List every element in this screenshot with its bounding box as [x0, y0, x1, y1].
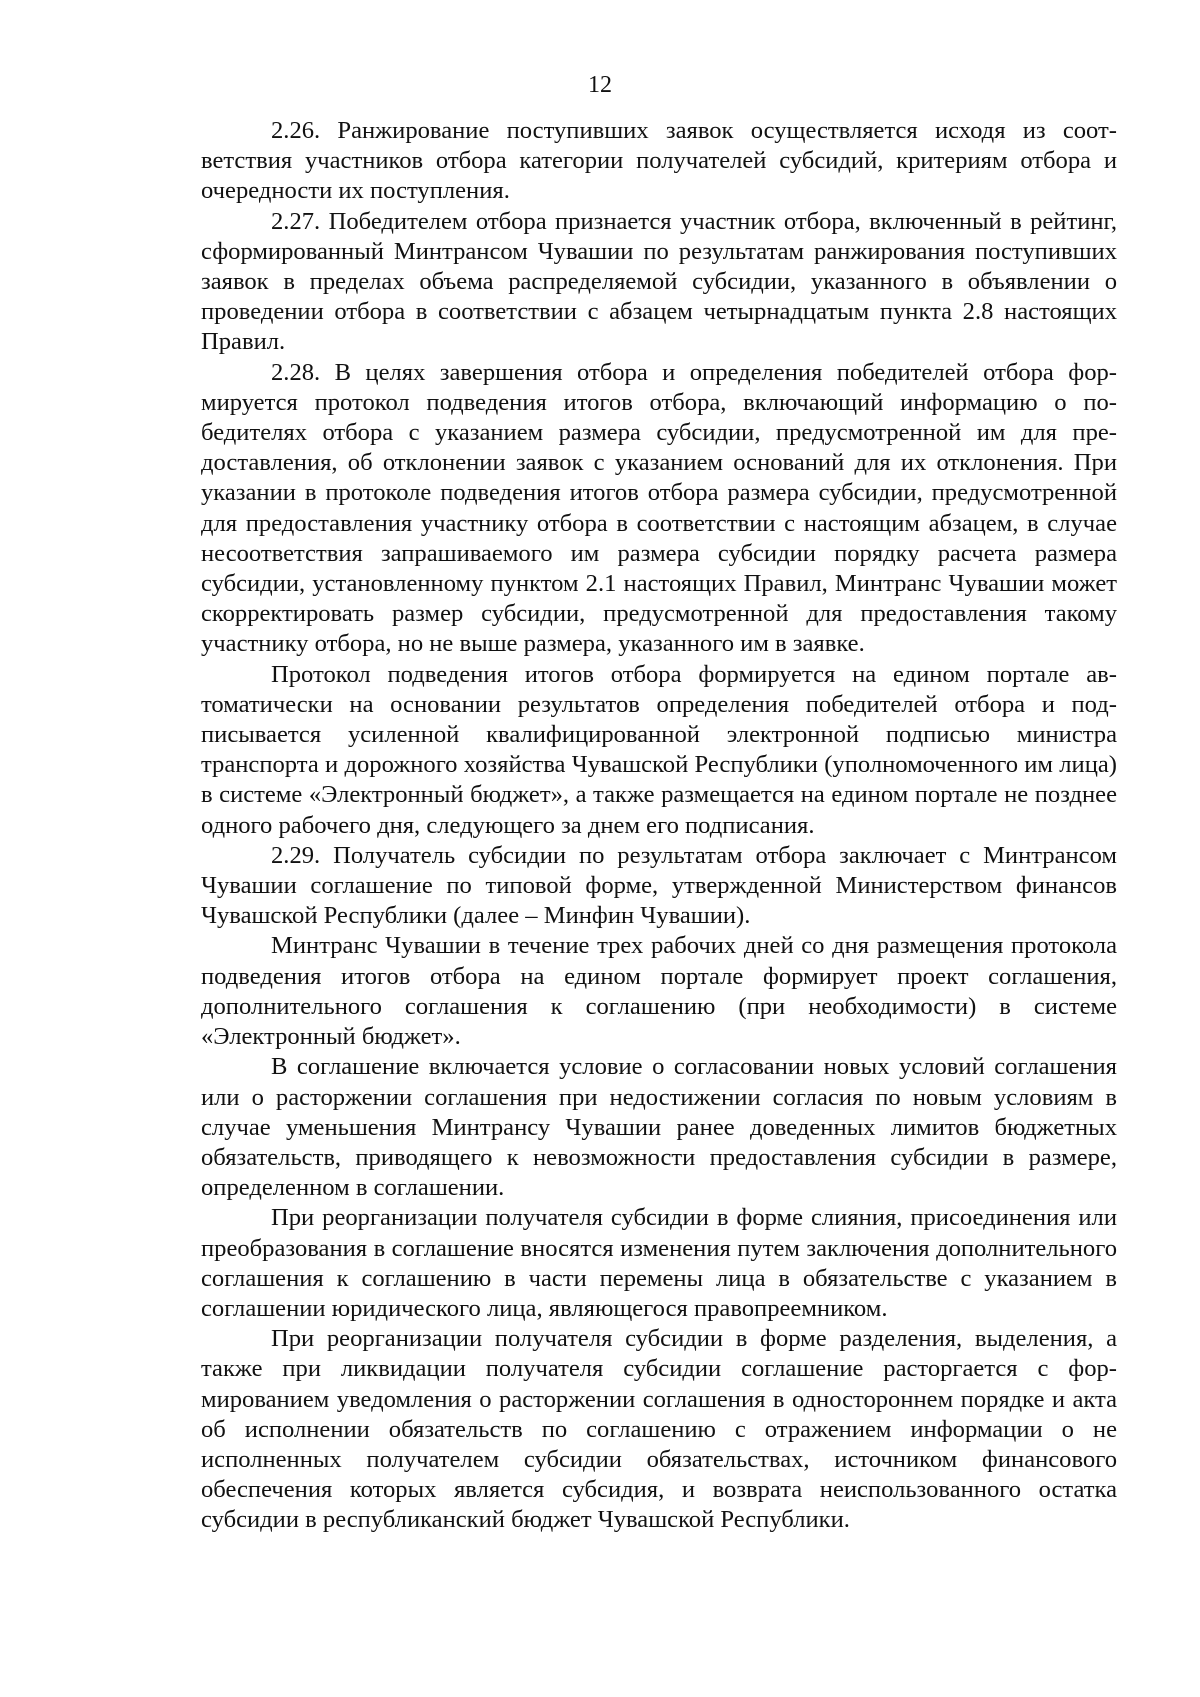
paragraph-agreement-draft: Минтранс Чувашии в течение трех рабочих дней со дня размещения протокола подведения итогов отбора на едином портале формирует проект соглашения, дополнительного соглашения к соглашению (при необходимости) в системе «Электронный бюджет».: [201, 932, 1117, 1051]
paragraph-2-27: 2.27. Победителем отбора признается участник отбора, включенный в рейтинг, сформированный Минтрансом Чувашии по результатам ранжирования поступивших заявок в пределах объема распределяемой субсидии, указанного в объявлении о проведении отбора в соответствии с абзацем четырнадцатым пункта 2.8 настоящих Правил.: [201, 207, 1117, 356]
paragraph-reorganization-merger: При реорганизации получателя субсидии в форме слияния, присоединения или преобразования в соглашение вносятся изменения путем заключения дополнительного соглашения к соглашению в части перемены лица в обязательстве с указанием в соглашении юридического лица, являющегося правопреемником.: [201, 1204, 1117, 1322]
page-number: 12: [588, 72, 612, 98]
paragraph-2-26: 2.26. Ранжирование поступивших заявок осуществляется исходя из соответствия участников отбора категории получателей субсидий, критериям отбора и очередности их поступления.: [201, 117, 1117, 205]
document-body: [201, 116, 1117, 1536]
paragraph-agreement-conditions: В соглашение включается условие о согласовании новых условий соглашения или о расторжении соглашения при недостижении согласия по новым условиям в случае уменьшения Минтрансу Чувашии ранее доведенных лимитов бюджетных обязательств, приводящего к невозможности предоставления субсидии в размере, определенном в соглашении.: [201, 1053, 1117, 1202]
paragraph-protocol: Протокол подведения итогов отбора формируется на едином портале автоматически на основании результатов определения победителей отбора и подписывается усиленной квалифицированной электронной подписью министра транспорта и дорожного хозяйства Чувашской Республики (уполномоченного им лица) в системе «Электронный бюджет», а также размещается на едином портале не позднее одного рабочего дня, следующего за днем его подписания.: [201, 660, 1117, 839]
paragraph-reorganization-division: При реорганизации получателя субсидии в форме разделения, выделения, а также при ликвидации получателя субсидии соглашение расторгается с формированием уведомления о расторжении соглашения в одностороннем порядке и акта об исполнении обязательств по соглашению с отражением информации о не исполненных получателем субсидии обязательствах, источником финансового обеспечения которых является субсидия, и возврата неиспользованного остатка субсидии в республиканский бюджет Чувашской Республики.: [201, 1325, 1117, 1534]
paragraph-2-28: 2.28. В целях завершения отбора и определения победителей отбора формируется протокол подведения итогов отбора, включающий информацию о победителях отбора с указанием размера субсидии, предусмотренной им для предоставления, об отклонении заявок с указанием оснований для их отклонения. При указании в протоколе подведения итогов отбора размера субсидии, предусмотренной для предоставления участнику отбора в соответствии с настоящим абзацем, в случае несоответствия запрашиваемого им размера субсидии порядку расчета размера субсидии, установленному пунктом 2.1 настоящих Правил, Минтранс Чувашии может скорректировать размер субсидии, предусмотренной для предоставления такому участнику отбора, но не выше размера, указанного им в заявке.: [201, 358, 1117, 658]
paragraph-2-29: 2.29. Получатель субсидии по результатам отбора заключает с Минтрансом Чувашии соглашение по типовой форме, утвержденной Министерством финансов Чувашской Республики (далее – Минфин Чувашии).: [201, 841, 1117, 930]
